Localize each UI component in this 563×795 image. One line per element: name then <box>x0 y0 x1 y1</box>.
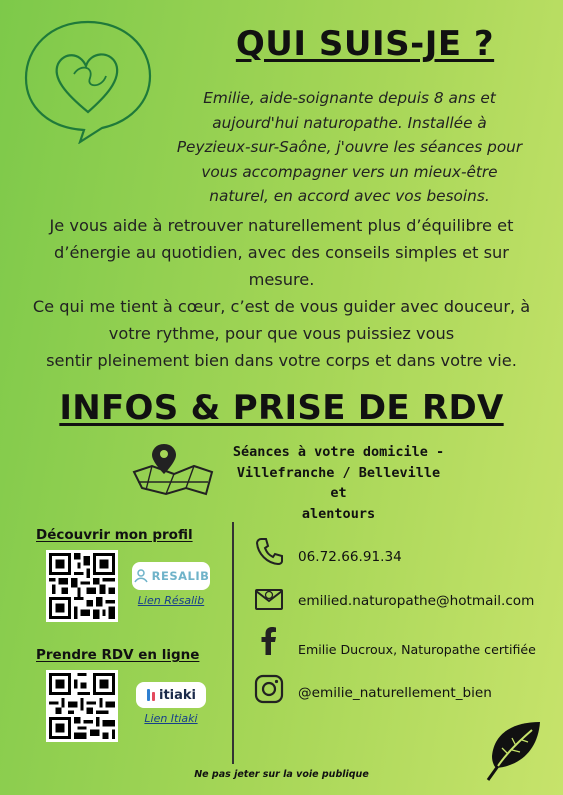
intro-line: vous accompagner vers un mieux-être <box>201 162 498 181</box>
intro-line: Peyzieux-sur-Saône, j'ouvre les séances pour <box>176 138 523 157</box>
description-line: Je vous aide à retrouver naturellement plus d’équilibre et <box>49 216 514 235</box>
heart-bubble-icon <box>18 14 158 144</box>
description-text <box>10 212 553 374</box>
qr-code-image <box>49 673 115 739</box>
itiaki-badge-text: itiaki <box>158 687 196 703</box>
description-line: votre rythme, pour que vous puissiez vous <box>108 324 455 343</box>
facebook-icon <box>254 626 284 656</box>
description-line: Ce qui me tient à cœur, c’est de vous guider avec douceur, à <box>32 297 531 316</box>
map-pin-icon <box>130 442 216 496</box>
description-line: d’énergie au quotidien, avec des conseils simples et sur <box>54 243 509 262</box>
facebook-name[interactable]: Emilie Ducroux, Naturopathe certifiée <box>298 642 536 657</box>
email-icon <box>254 584 284 614</box>
infos-title <box>0 388 563 428</box>
page-title: QUI SUIS-JE ? <box>235 24 495 64</box>
qr-code-image <box>49 553 115 619</box>
booking-label: Prendre RDV en ligne <box>36 647 200 663</box>
description-line: sentir pleinement bien dans votre corps et dans votre vie. <box>46 351 517 370</box>
intro-line: naturel, en accord avec vos besoins. <box>209 187 490 206</box>
itiaki-logo-icon <box>146 688 156 702</box>
description-line: mesure. <box>248 270 315 289</box>
phone-icon <box>254 536 284 566</box>
location-line: Séances à votre domicile - <box>232 444 445 460</box>
column-divider <box>232 522 234 764</box>
resalib-badge-text: RESALIB <box>151 569 210 583</box>
footer-note: Ne pas jeter sur la voie publique <box>194 769 369 780</box>
itiaki-link[interactable]: Lien Itiaki <box>144 712 198 725</box>
profile-label: Découvrir mon profil <box>36 527 193 543</box>
intro-text <box>152 86 547 209</box>
resalib-logo-icon <box>133 568 149 584</box>
itiaki-badge[interactable] <box>136 682 206 708</box>
location-line: alentours <box>301 505 376 522</box>
infos-title-text: INFOS & PRISE DE RDV <box>59 388 504 428</box>
resalib-link[interactable]: Lien Résalib <box>137 594 205 607</box>
qr-code-resalib[interactable] <box>46 550 118 622</box>
location-line: Villefranche / Belleville et <box>236 464 441 501</box>
email-address[interactable]: emilied.naturopathe@hotmail.com <box>298 593 535 609</box>
intro-line: aujourd'hui naturopathe. Installée à <box>212 113 487 132</box>
qr-code-itiaki[interactable] <box>46 670 118 742</box>
instagram-handle[interactable]: @emilie_naturellement_bien <box>298 685 492 701</box>
location-text <box>226 442 451 524</box>
phone-number[interactable]: 06.72.66.91.34 <box>298 549 402 565</box>
instagram-icon <box>254 674 284 704</box>
resalib-badge[interactable] <box>132 562 210 590</box>
intro-line: Emilie, aide-soignante depuis 8 ans et <box>203 89 496 107</box>
